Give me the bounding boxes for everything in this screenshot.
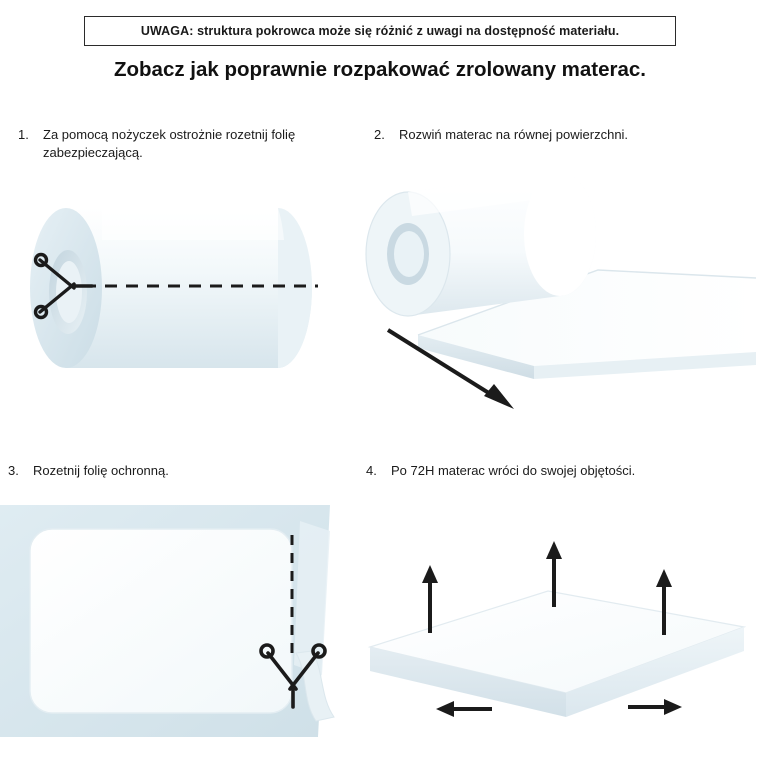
step-4 bbox=[366, 462, 746, 480]
step-2-number: 2. bbox=[374, 127, 385, 142]
step-1-illustration bbox=[6, 180, 346, 400]
flat-mattress-foil-scissors-icon bbox=[0, 505, 352, 755]
step-4-illustration bbox=[352, 535, 760, 745]
arrow-left-icon bbox=[436, 701, 492, 717]
step-1 bbox=[18, 126, 358, 161]
step-1-header bbox=[18, 126, 358, 161]
arrow-right-icon bbox=[628, 699, 682, 715]
arrow-up-left-icon bbox=[422, 565, 438, 633]
unrolling-mattress-icon bbox=[348, 160, 756, 440]
step-2 bbox=[374, 126, 744, 144]
step-3-text: Rozetnij folię ochronną. bbox=[33, 463, 169, 478]
step-3-illustration bbox=[0, 505, 352, 755]
notice-text: UWAGA: struktura pokrowca może się różnić z uwagi na dostępność materiału. bbox=[140, 24, 620, 38]
step-2-header bbox=[374, 126, 744, 144]
step-1-number: 1. bbox=[18, 127, 29, 142]
step-1-text: Za pomocą nożyczek ostrożnie rozetnij folię zabezpieczającą. bbox=[43, 127, 296, 160]
step-2-illustration bbox=[348, 160, 756, 440]
step-4-number: 4. bbox=[366, 463, 377, 478]
step-4-header bbox=[366, 462, 746, 480]
mattress-expansion-icon bbox=[352, 535, 760, 745]
step-3-number: 3. bbox=[8, 463, 19, 478]
step-4-text: Po 72H materac wróci do swojej objętości. bbox=[391, 463, 636, 478]
step-3-header bbox=[8, 462, 348, 480]
rolled-mattress-with-scissors-icon bbox=[6, 180, 346, 400]
step-2-text: Rozwiń materac na równej powierzchni. bbox=[399, 127, 629, 142]
page-title: Zobacz jak poprawnie rozpakować zrolowany materac. bbox=[113, 58, 647, 81]
notice-banner bbox=[84, 16, 676, 46]
step-3 bbox=[8, 462, 348, 480]
